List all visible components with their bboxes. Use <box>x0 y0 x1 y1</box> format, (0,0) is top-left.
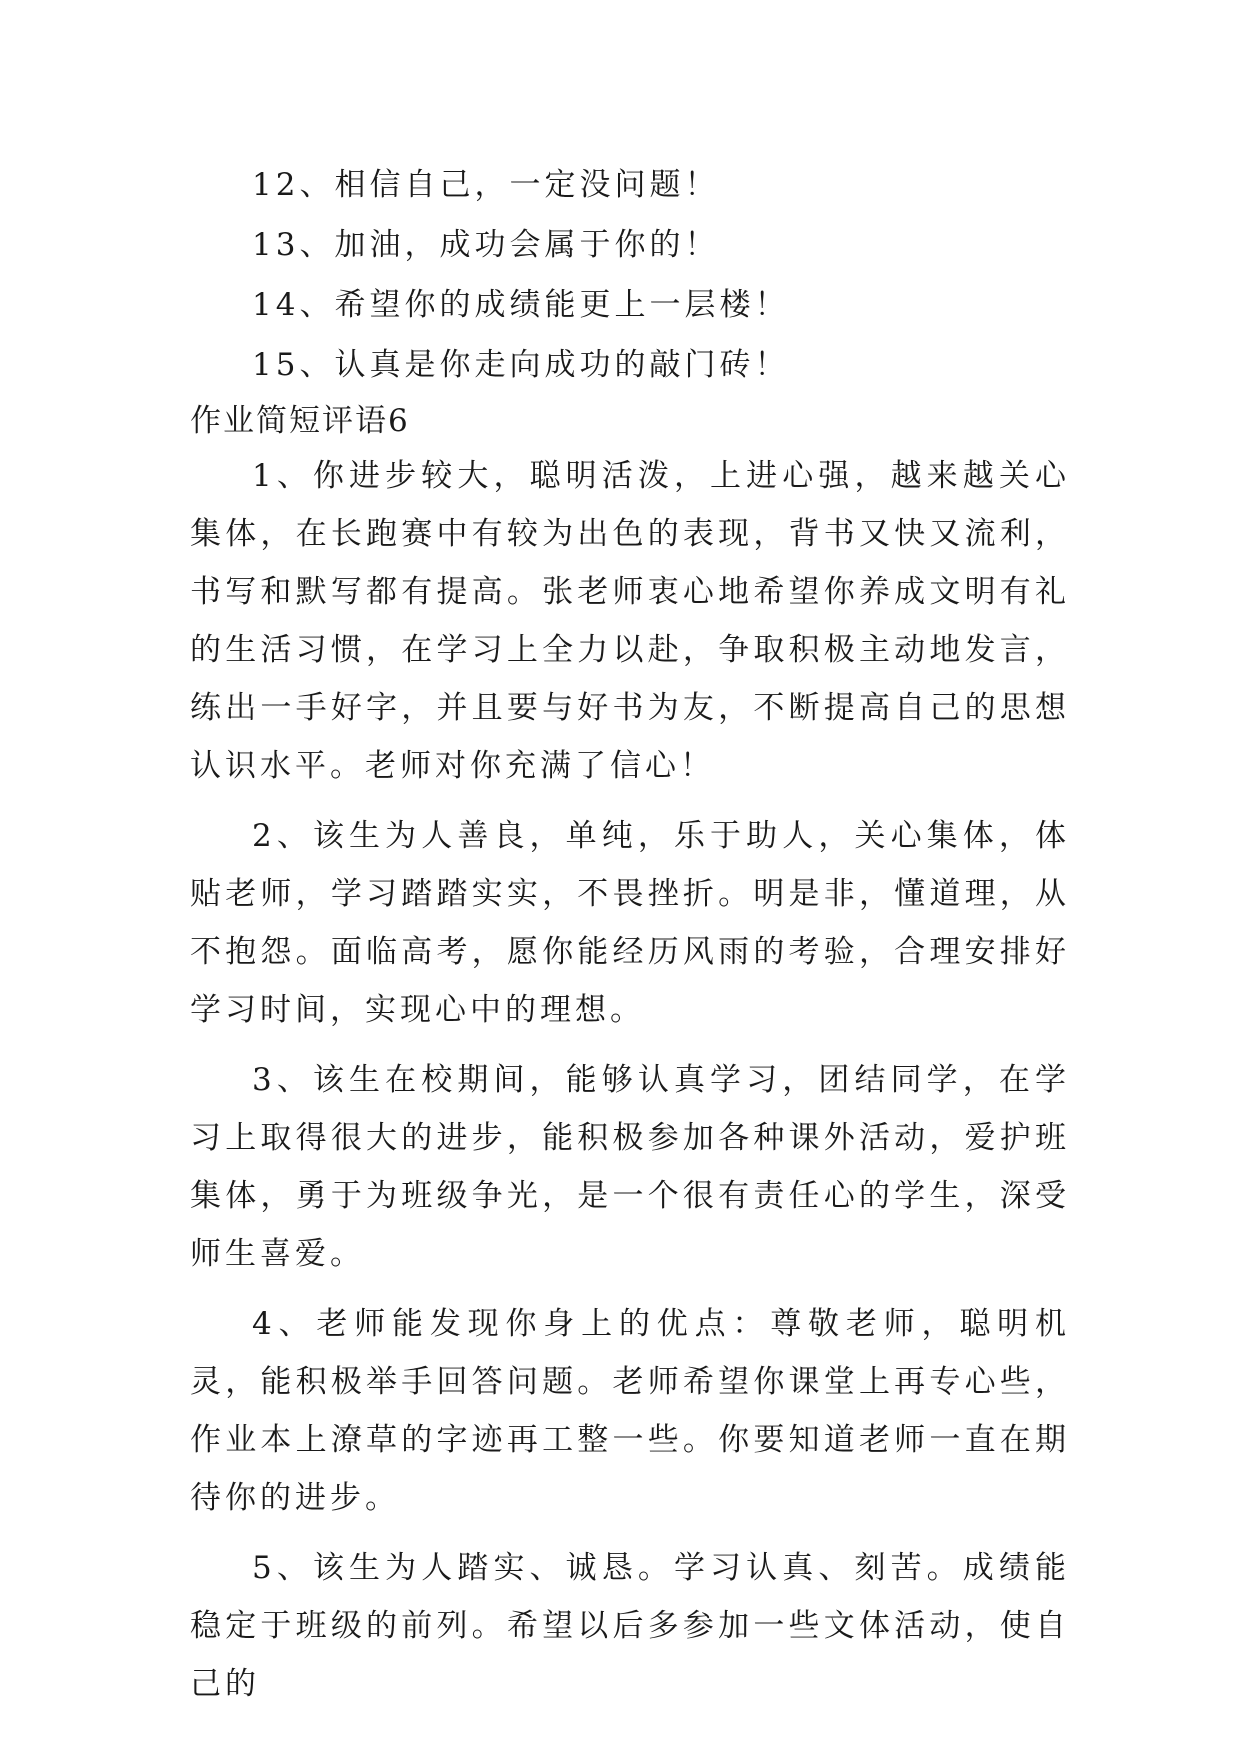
comment-item-15: 15、认真是你走向成功的敲门砖！ <box>252 347 790 383</box>
comment-paragraph-2: 2、该生为人善良，单纯，乐于助人，关心集体，体贴老师，学习踏踏实实，不畏挫折。明是非，懂道理，从不抱怨。面临高考，愿你能经历风雨的考验，合理安排好学习时间，实现心中的理想。 <box>190 818 1070 1028</box>
comment-item-12: 12、相信自己，一定没问题！ <box>252 167 720 203</box>
comment-item-14: 14、希望你的成绩能更上一层楼！ <box>252 287 790 323</box>
comment-paragraph-4: 4、老师能发现你身上的优点：尊敬老师，聪明机灵，能积极举手回答问题。老师希望你课堂上再专心些，作业本上潦草的字迹再工整一些。你要知道老师一直在期待你的进步。 <box>190 1306 1070 1516</box>
comment-paragraph-1: 1、你进步较大，聪明活泼，上进心强，越来越关心集体，在长跑赛中有较为出色的表现，背书又快又流利，书写和默写都有提高。张老师衷心地希望你养成文明有礼的生活习惯，在学习上全力以赴，争取积极主动地发言，练出一手好字，并且要与好书为友，不断提高自己的思想认识水平。老师对你充满了信心！ <box>190 458 1070 784</box>
comment-paragraph-5: 5、该生为人踏实、诚恳。学习认真、刻苦。成绩能稳定于班级的前列。希望以后多参加一些文体活动，使自己的 <box>190 1550 1070 1702</box>
document-body <box>190 155 1070 1725</box>
comment-item-13: 13、加油，成功会属于你的！ <box>252 227 720 263</box>
comment-paragraph-3: 3、该生在校期间，能够认真学习，团结同学，在学习上取得很大的进步，能积极参加各种课外活动，爱护班集体，勇于为班级争光，是一个很有责任心的学生，深受师生喜爱。 <box>190 1062 1070 1272</box>
section-heading: 作业简短评语6 <box>190 403 410 439</box>
